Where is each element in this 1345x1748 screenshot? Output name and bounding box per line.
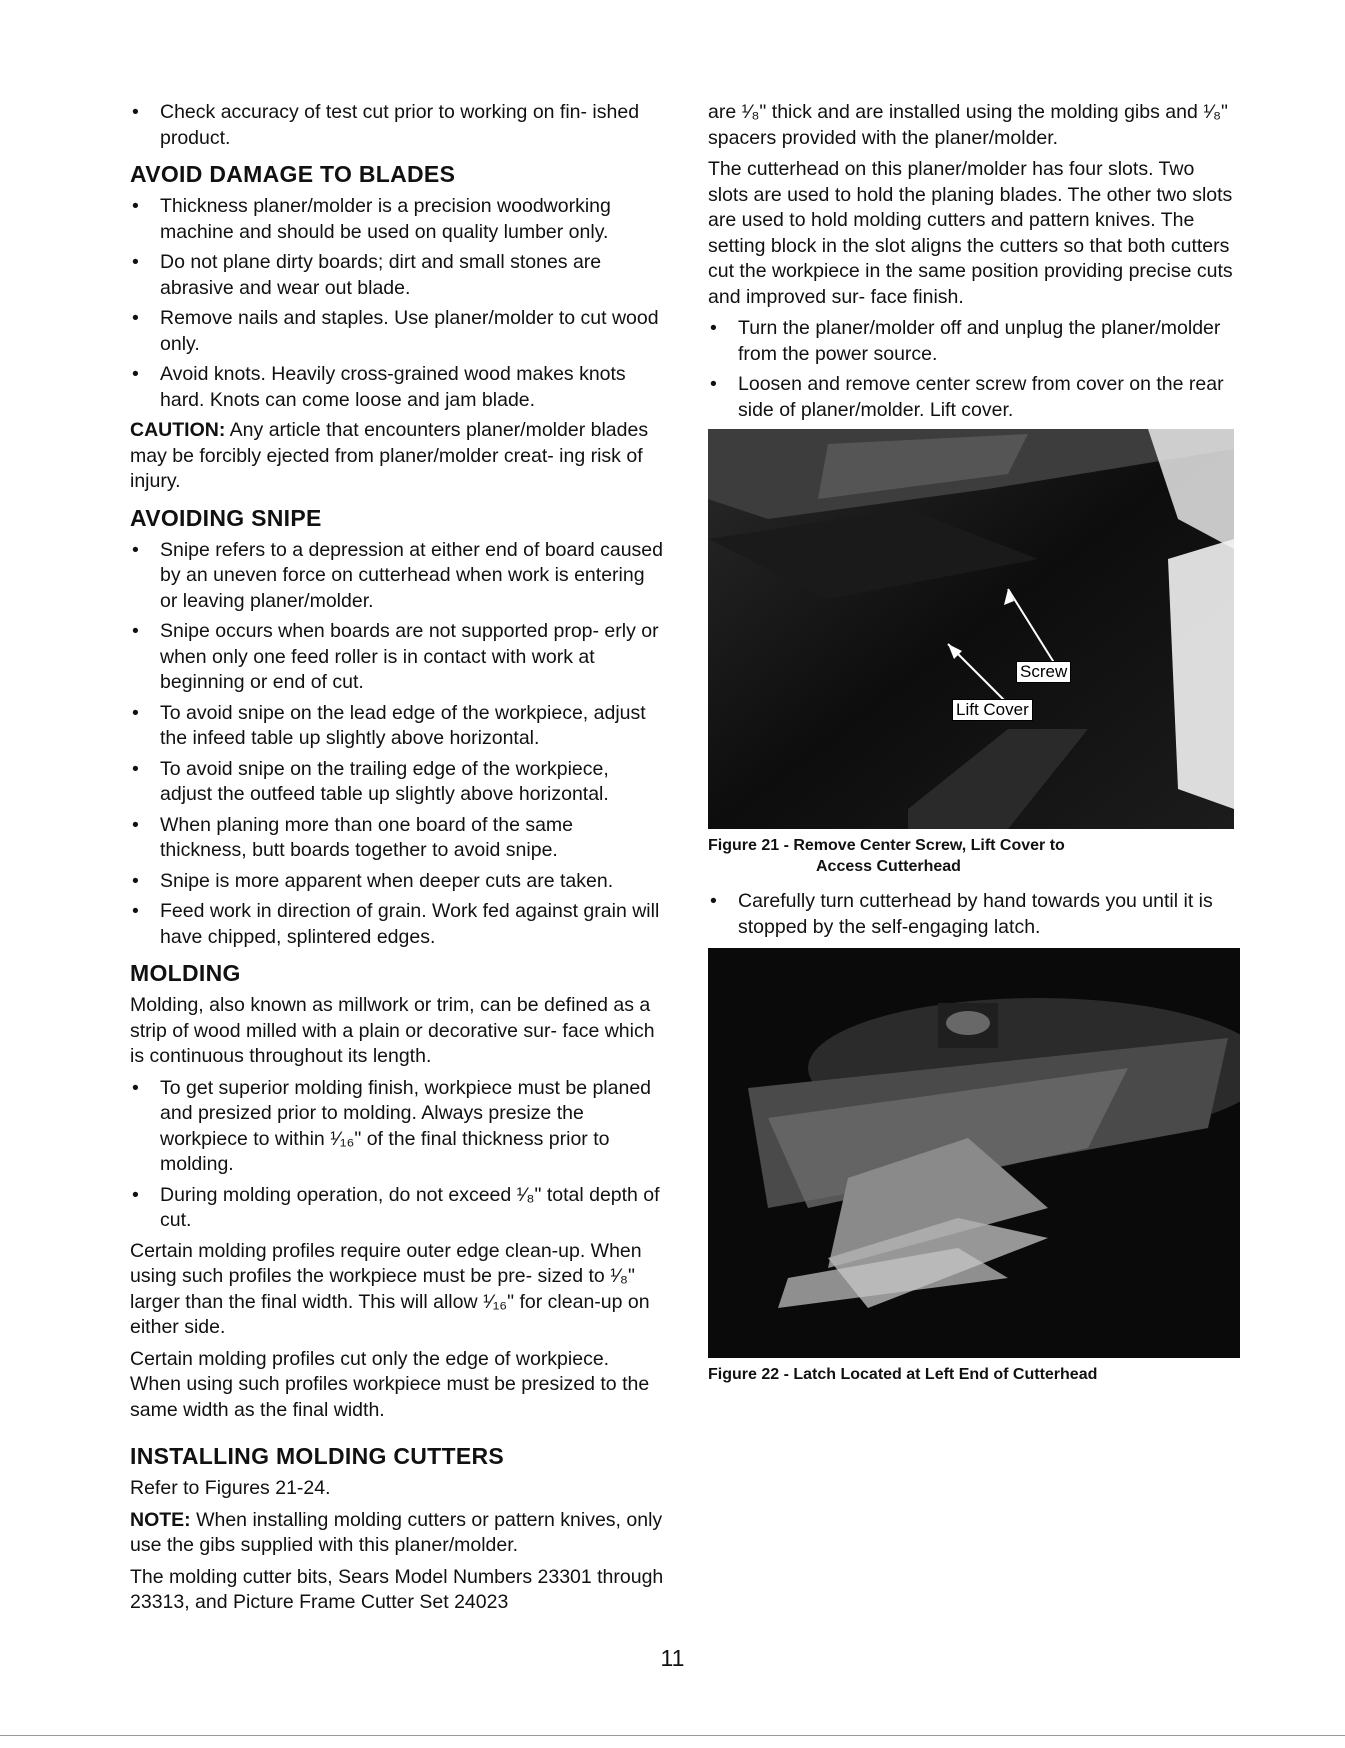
list-item: • Snipe refers to a depression at either end of board caused by an uneven force on cutterhead when work is entering or leaving planer/molder. [130,538,665,615]
figure-22-image [708,948,1240,1358]
list-item: • Feed work in direction of grain. Work fed against grain will have chipped, splintered edges. [130,899,665,950]
list-item: • To avoid snipe on the trailing edge of the workpiece, adjust the outfeed table up slightly above horizontal. [130,757,665,808]
figure-22-photo [708,948,1240,1358]
right-bullet-list-2 [708,889,1238,940]
avoiding-snipe-list [130,538,665,951]
note-text: When installing molding cutters or pattern knives, only use the gibs supplied with this planer/molder. [130,1508,663,1556]
lift-cover-label: Lift Cover [952,699,1033,721]
figure-21-caption-line1: Figure 21 - Remove Center Screw, Lift Cover to [708,837,1065,854]
page-bottom-rule [0,1735,1345,1736]
right-bullet-list [708,316,1238,423]
list-item: • To get superior molding finish, workpiece must be planed and presized prior to molding. Always presize the workpiece to within ¹⁄₁₆" of the final thickness prior to molding. [130,1076,665,1178]
list-item: • Remove nails and staples. Use planer/molder to cut wood only. [130,306,665,357]
figure-22-caption: Figure 22 - Latch Located at Left End of Cutterhead [708,1366,1098,1383]
section-heading-installing: INSTALLING MOLDING CUTTERS [130,1443,505,1469]
note-paragraph [130,1508,665,1559]
figure-21-caption-line2: Access Cutterhead [816,858,961,875]
section-heading-molding: MOLDING [130,960,241,986]
right-paragraph-1: are ¹⁄₈" thick and are installed using the molding gibs and ¹⁄₈" spacers provided with the planer/molder. [708,101,1228,149]
list-item: • To avoid snipe on the lead edge of the workpiece, adjust the infeed table up slightly above horizontal. [130,701,665,752]
molding-intro: Molding, also known as millwork or trim, can be defined as a strip of wood milled with a plain or decorative sur- face which is continuous throughout its length. [130,994,655,1067]
note-label: NOTE: [130,1508,191,1531]
list-item: • Thickness planer/molder is a precision woodworking machine and should be used on quality lumber only. [130,194,665,245]
right-paragraph-2: The cutterhead on this planer/molder has four slots. Two slots are used to hold the planing blades. The other two slots are used to hold molding cutters and pattern knives. The setting block in the slot aligns the cutters so that both cutters cut the workpiece in the same position providing precise cuts and improved sur- face finish. [708,158,1233,308]
list-item: • When planing more than one board of the same thickness, butt boards together to avoid snipe. [130,813,665,864]
list-item: • Snipe is more apparent when deeper cuts are taken. [130,869,665,895]
section-heading-avoiding-snipe: AVOIDING SNIPE [130,504,322,531]
list-item: • Do not plane dirty boards; dirt and small stones are abrasive and wear out blade. [130,250,665,301]
left-column [130,100,665,1622]
screw-label: Screw [1016,661,1071,683]
intro-bullet-list [130,100,665,151]
caution-paragraph [130,418,665,495]
caution-label: CAUTION: [130,419,226,441]
list-item: • Avoid knots. Heavily cross-grained wood makes knots hard. Knots can come loose and jam blade. [130,362,665,413]
list-item: • Snipe occurs when boards are not supported prop- erly or when only one feed roller is in contact with work at beginning or end of cut. [130,619,665,696]
section-heading-avoid-damage: AVOID DAMAGE TO BLADES [130,161,456,187]
molding-list [130,1076,665,1234]
figure-21-caption [708,835,1238,877]
cutter-paragraph: The molding cutter bits, Sears Model Numbers 23301 through 23313, and Picture Frame Cutter Set 24023 [130,1565,664,1613]
refer-figures: Refer to Figures 21-24. [130,1477,331,1499]
list-item: • Turn the planer/molder off and unplug the planer/molder from the power source. [708,316,1238,367]
list-item: • Carefully turn cutterhead by hand towards you until it is stopped by the self-engaging latch. [708,889,1238,940]
list-item: • Check accuracy of test cut prior to working on fin- ished product. [130,100,665,151]
page-number: 11 [660,1645,685,1671]
figure-21-image [708,429,1234,829]
list-item: • Loosen and remove center screw from cover on the rear side of planer/molder. Lift cover. [708,372,1238,423]
molding-paragraph-2: Certain molding profiles cut only the edge of workpiece. When using such profiles workpiece must be presized to the same width as the final width. [130,1347,650,1421]
molding-paragraph-1: Certain molding profiles require outer edge clean-up. When using such profiles the workpiece must be pre- sized to ¹⁄₈" larger than the final width. This will allow ¹⁄₁₆" for clean-up on either side. [130,1239,650,1338]
caution-text: Any article that encounters planer/molder blades may be forcibly ejected from planer/molder creat- ing risk of injury. [130,419,649,492]
figure-21-photo [708,429,1234,829]
list-item: • During molding operation, do not exceed ¹⁄₈" total depth of cut. [130,1183,665,1234]
right-column [708,100,1238,1397]
avoid-damage-list [130,194,665,413]
